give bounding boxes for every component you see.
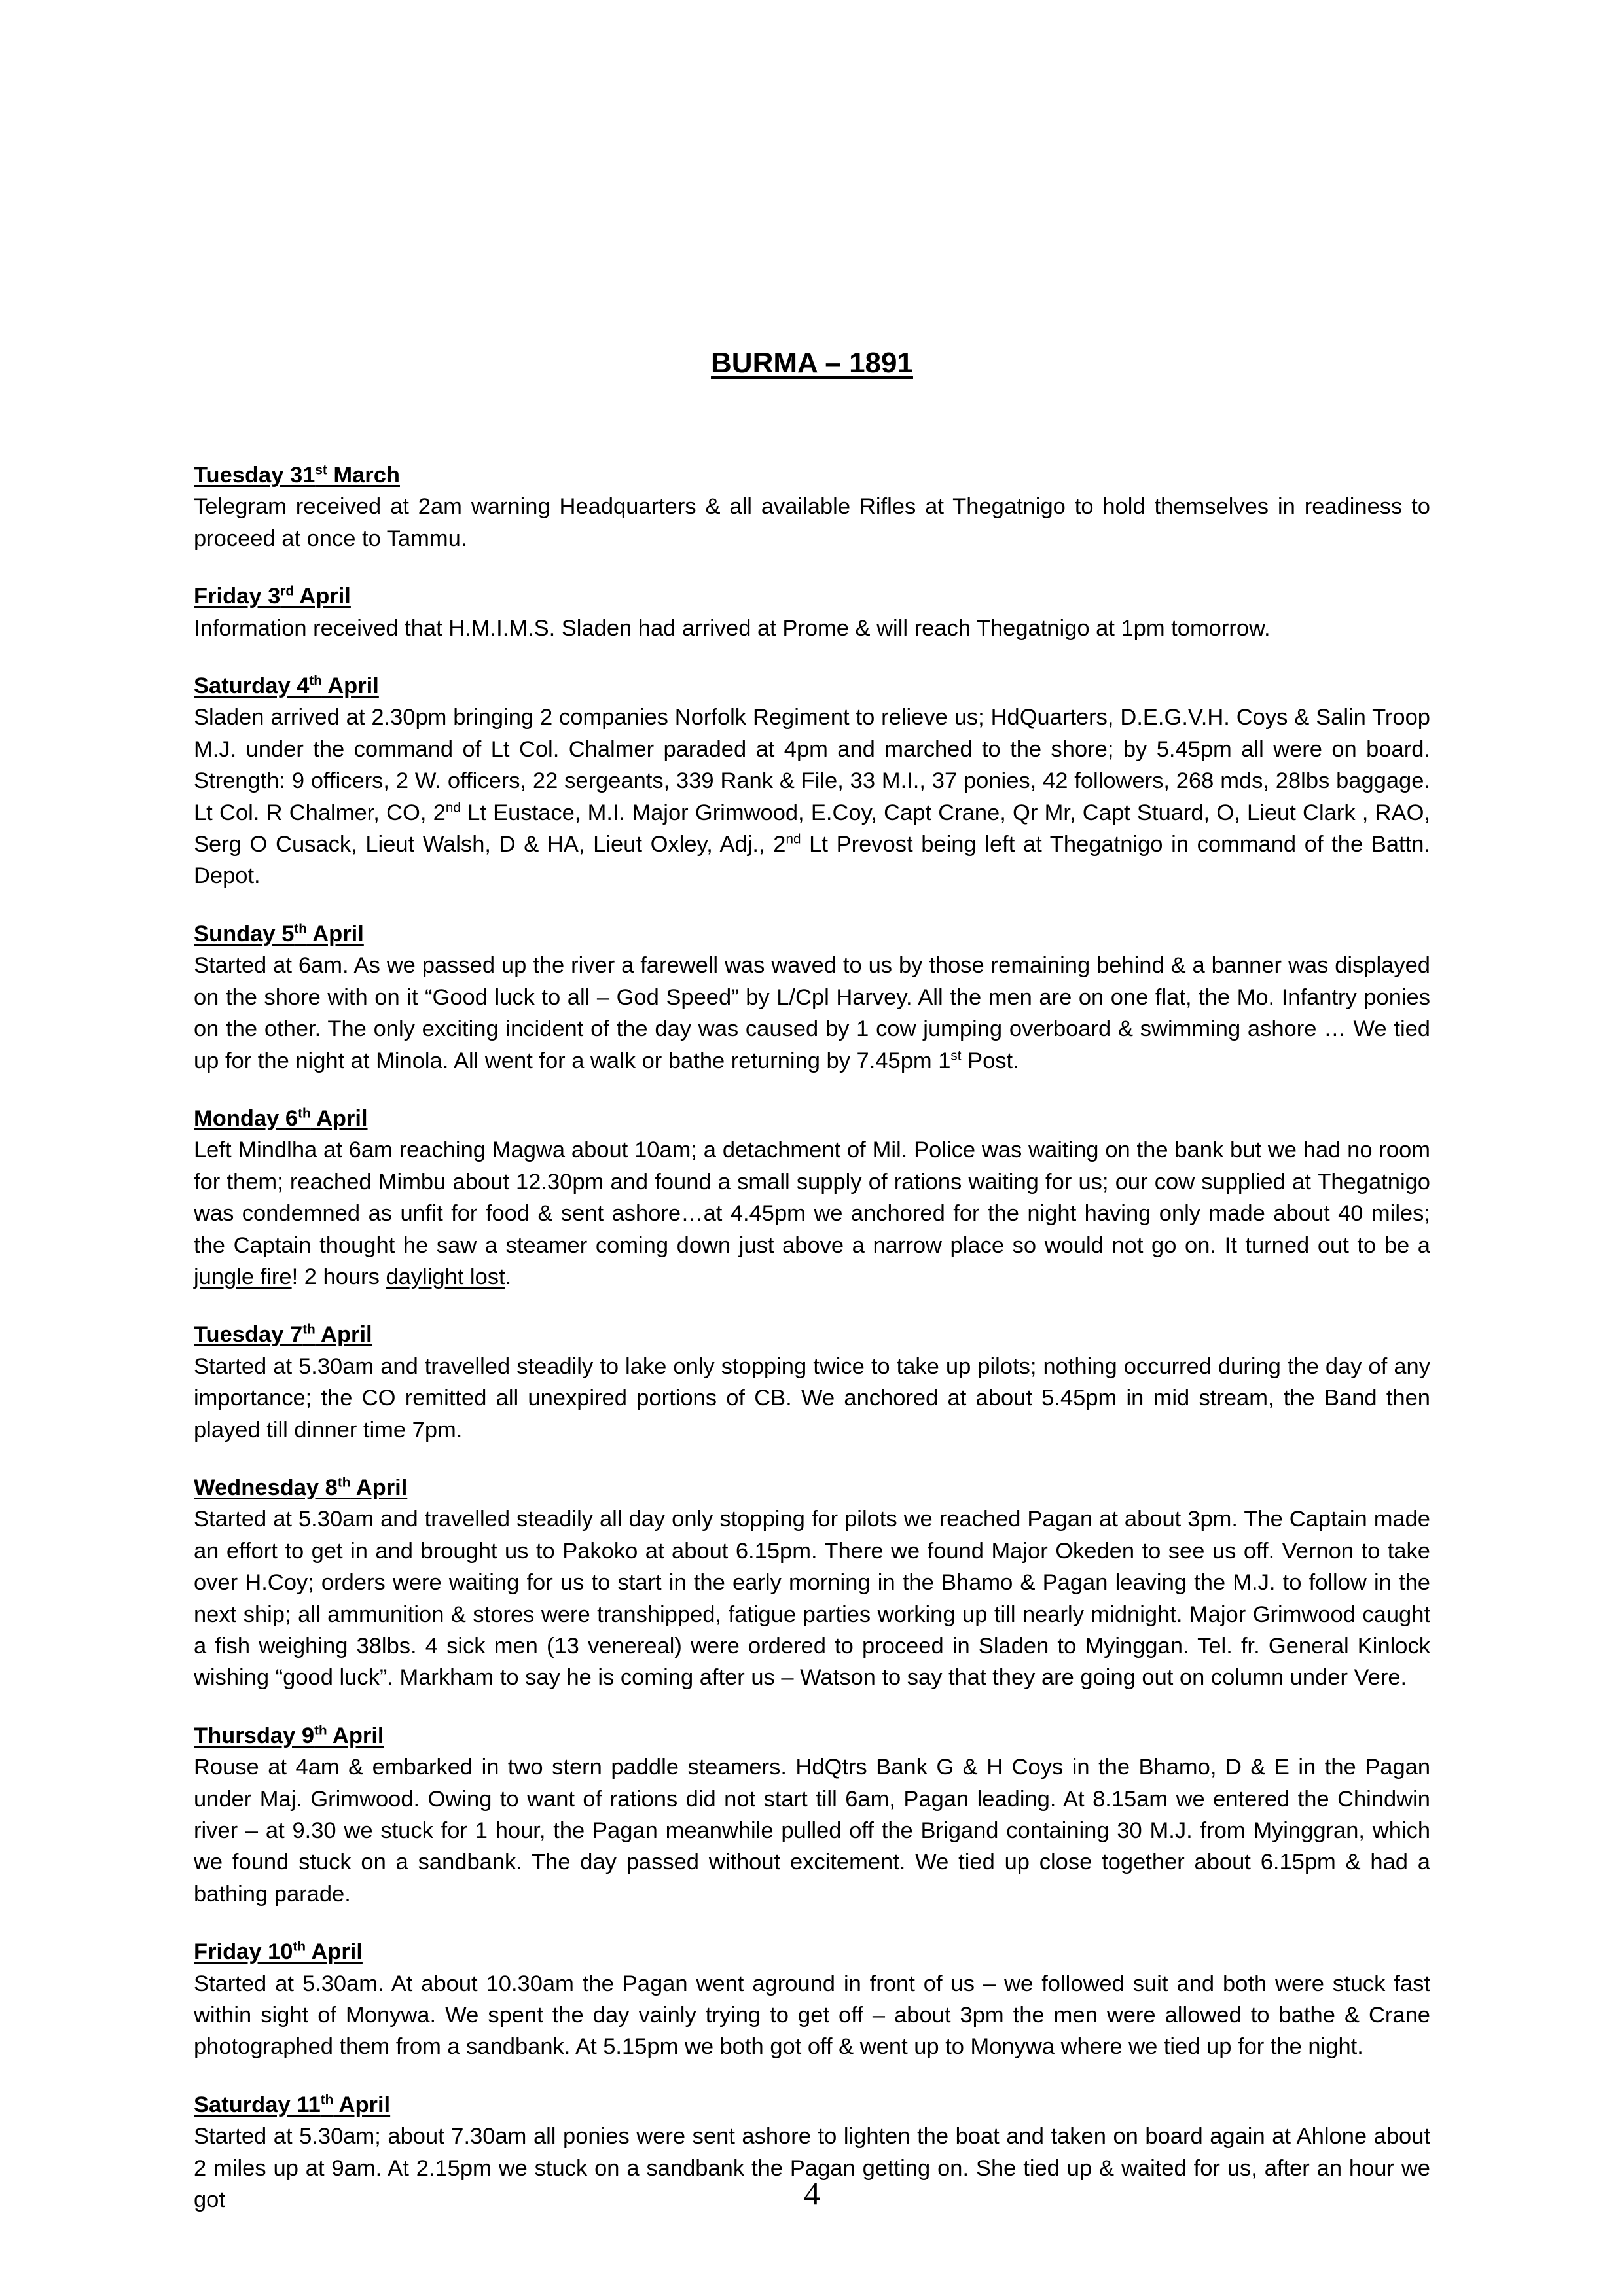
entry-date-heading: Saturday 11th April — [194, 2092, 391, 2117]
entry-text: Started at 6am. As we passed up the river a farewell was waved to us by those remaining behind & a banner was displayed on the shore with on it “Good luck to all – God Speed” by L/Cpl Harvey. All the men are on one flat, the Mo. Infantry ponies on the other. The only exciting incident of the day was caused by 1 cow jumping overboard & swimming ashore … We tied up for the night at Minola. All went for a walk or bathe returning by 7.45pm 1st Post. — [194, 953, 1430, 1073]
diary-entry — [194, 1936, 1430, 2063]
entry-text: Started at 5.30am and travelled steadily to lake only stopping twice to take up pilots; nothing occurred during the day of any importance; the CO remitted all unexpired portions of CB. We anchored at about 5.45pm in mid stream, the Band then played till dinner time 7pm. — [194, 1354, 1430, 1443]
diary-entry — [194, 1472, 1430, 1694]
diary-entry — [194, 581, 1430, 644]
diary-entry — [194, 459, 1430, 554]
entry-date-heading: Friday 3rd April — [194, 583, 351, 609]
underlined-phrase: daylight lost — [386, 1264, 505, 1289]
entry-text: Started at 5.30am; about 7.30am all ponies were sent ashore to lighten the boat and taken on board again at Ahlone about 2 miles up at 9am. At 2.15pm we stuck on a sandbank the Pagan getting on. She tied up & waited for us, after an hour we got — [194, 2124, 1430, 2213]
entry-date-heading: Thursday 9th April — [194, 1723, 384, 1748]
page-number: 4 — [804, 2175, 820, 2212]
entry-text: Information received that H.M.I.M.S. Sladen had arrived at Prome & will reach Thegatnigo at 1pm tomorrow. — [194, 615, 1271, 641]
entry-date-heading: Tuesday 7th April — [194, 1321, 372, 1348]
diary-entry — [194, 918, 1430, 1077]
diary-entry — [194, 1720, 1430, 1910]
entry-text: Left Mindlha at 6am reaching Magwa about 10am; a detachment of Mil. Police was waiting on the bank but we had no room for them; reached Mimbu about 12.30pm and found a small supply of rations waiting for us; our cow supplied at Thegatnigo was condemned as unfit for food & sent ashore…at 4.45pm we anchored for the night having only made about 40 miles; the Captain thought he saw a steamer coming down just above a narrow place so would not go on. It turned out to be a jungle fire! 2 hours daylight lost. — [194, 1138, 1430, 1289]
entry-text: Started at 5.30am and travelled steadily all day only stopping for pilots we reached Pagan at about 3pm. The Captain made an effort to get in and brought us to Pakoko at about 6.15pm. There we found Major Okeden to see us off. Vernon to take over H.Coy; orders were waiting for us to start in the early morning in the Bhamo & Pagan leaving the M.J. to follow in the next ship; all ammunition & stores were transhipped, fatigue parties working up till nearly midnight. Major Grimwood caught a fish weighing 38lbs. 4 sick men (13 venereal) were ordered to proceed in Sladen to Myinggan. Tel. fr. General Kinlock wishing “good luck”. Markham to say he is coming after us – Watson to say that they are going out on column under Vere. — [194, 1507, 1430, 1691]
entry-text: Rouse at 4am & embarked in two stern paddle steamers. HdQtrs Bank G & H Coys in the Bhamo, D & E in the Pagan under Maj. Grimwood. Owing to want of rations did not start till 6am, Pagan leading. At 8.15am we entered the Chindwin river – at 9.30 we stuck for 1 hour, the Pagan meanwhile pulled off the Brigand containing 30 M.J. from Myinggran, which we found stuck on a sandbank. The day passed without excitement. We tied up close together about 6.15pm & had a bathing parade. — [194, 1755, 1430, 1907]
entry-date-heading: Wednesday 8th April — [194, 1475, 408, 1500]
entry-text: Sladen arrived at 2.30pm bringing 2 companies Norfolk Regiment to relieve us; HdQuarters, D.E.G.V.H. Coys & Salin Troop M.J. under the command of Lt Col. Chalmer paraded at 4pm and marched to the shore; by 5.45pm all were on board. Strength: 9 officers, 2 W. officers, 22 sergeants, 339 Rank & File, 33 M.I., 37 ponies, 42 followers, 268 mds, 28lbs baggage. Lt Col. R Chalmer, CO, 2nd Lt Eustace, M.I. Major Grimwood, E.Coy, Capt Crane, Qr Mr, Capt Stuard, O, Lieut Clark , RAO, Serg O Cusack, Lieut Walsh, D & HA, Lieut Oxley, Adj., 2nd Lt Prevost being left at Thegatnigo in command of the Battn. Depot. — [194, 705, 1430, 889]
diary-entry — [194, 1103, 1430, 1293]
entry-text: Started at 5.30am. At about 10.30am the Pagan went aground in front of us – we followed suit and both were stuck fast within sight of Monywa. We spent the day vainly trying to get off – about 3pm the men were allowed to bathe & Crane photographed them from a sandbank. At 5.15pm we both got off & went up to Monywa where we tied up for the night. — [194, 1971, 1430, 2060]
entry-date-heading: Saturday 4th April — [194, 673, 379, 699]
page-title: BURMA – 1891 — [711, 347, 913, 379]
diary-entries — [194, 459, 1430, 2242]
entry-date-heading: Monday 6th April — [194, 1105, 368, 1131]
entry-date-heading: Tuesday 31st March — [194, 462, 400, 488]
entry-date-heading: Sunday 5th April — [194, 921, 364, 946]
diary-entry — [194, 1319, 1430, 1446]
entry-text: Telegram received at 2am warning Headquarters & all available Rifles at Thegatnigo to hold themselves in readiness to proceed at once to Tammu. — [194, 494, 1430, 551]
underlined-phrase: jungle fire — [194, 1264, 292, 1289]
diary-entry — [194, 670, 1430, 892]
entry-date-heading: Friday 10th April — [194, 1939, 363, 1965]
